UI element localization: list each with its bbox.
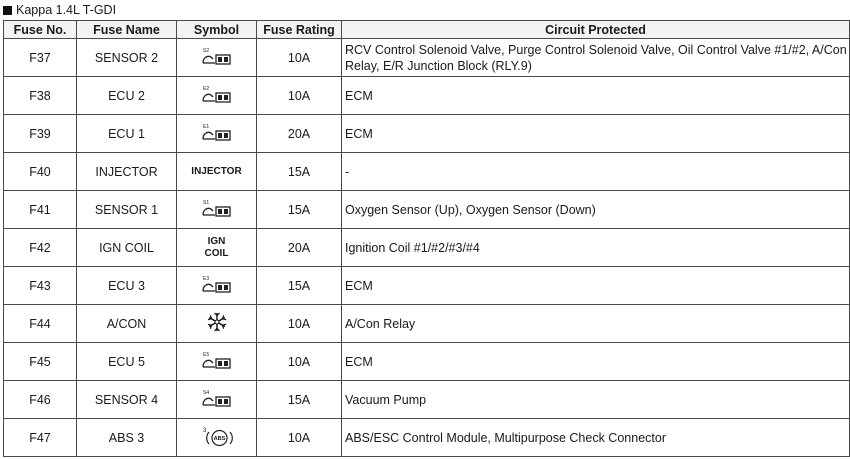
symbol-label: S2 — [202, 48, 209, 54]
engine-icon — [201, 350, 233, 370]
engine-icon — [201, 388, 233, 408]
symbol-cell — [177, 305, 257, 343]
header-symbol: Symbol — [177, 21, 257, 39]
fuse-no-cell: F41 — [4, 191, 77, 229]
table-row — [4, 267, 850, 305]
engine-icon — [201, 274, 233, 294]
header-row — [4, 21, 850, 39]
fuse-rating-cell: 20A — [257, 115, 342, 153]
fuse-name-cell: A/CON — [77, 305, 177, 343]
table-title — [3, 1, 116, 20]
fuse-no-cell: F37 — [4, 39, 77, 77]
table-row — [4, 381, 850, 419]
symbol-label: E2 — [202, 86, 209, 92]
symbol-label: E1 — [202, 124, 209, 130]
fuse-rating-cell: 10A — [257, 419, 342, 457]
fuse-rating-cell: 10A — [257, 77, 342, 115]
symbol-cell — [177, 381, 257, 419]
engine-icon — [201, 388, 233, 411]
fuse-rating-cell: 10A — [257, 39, 342, 77]
symbol-cell — [177, 267, 257, 305]
fuse-rating-cell: 15A — [257, 267, 342, 305]
svg-text:3: 3 — [202, 428, 206, 434]
engine-icon — [201, 46, 233, 69]
engine-icon — [201, 84, 233, 104]
fuse-name-cell: ECU 3 — [77, 267, 177, 305]
symbol-cell — [177, 229, 257, 267]
fuse-rating-cell: 15A — [257, 191, 342, 229]
snowflake-icon — [206, 311, 228, 336]
symbol-label: E3 — [202, 276, 209, 282]
circuit-cell: ECM — [342, 267, 850, 305]
fuse-name-cell: INJECTOR — [77, 153, 177, 191]
symbol-cell — [177, 115, 257, 153]
circuit-cell: Vacuum Pump — [342, 381, 850, 419]
circuit-cell: Oxygen Sensor (Up), Oxygen Sensor (Down) — [342, 191, 850, 229]
fuse-rating-cell: 15A — [257, 153, 342, 191]
fuse-name-cell: ABS 3 — [77, 419, 177, 457]
fuse-name-cell: ECU 2 — [77, 77, 177, 115]
table-row — [4, 77, 850, 115]
symbol-cell — [177, 419, 257, 457]
title-text: Kappa 1.4L T-GDI — [16, 3, 117, 17]
header-circuit: Circuit Protected — [342, 21, 850, 39]
fuse-rating-cell: 10A — [257, 343, 342, 381]
header-fuse-name: Fuse Name — [77, 21, 177, 39]
fuse-table — [3, 20, 850, 457]
fuse-name-cell: IGN COIL — [77, 229, 177, 267]
header-fuse-rating: Fuse Rating — [257, 21, 342, 39]
table-row — [4, 229, 850, 267]
table-row — [4, 419, 850, 457]
fuse-name-cell: ECU 1 — [77, 115, 177, 153]
engine-icon — [201, 84, 233, 107]
circuit-cell: A/Con Relay — [342, 305, 850, 343]
fuse-rating-cell: 20A — [257, 229, 342, 267]
fuse-rating-cell: 10A — [257, 305, 342, 343]
engine-icon — [201, 122, 233, 142]
symbol-cell — [177, 191, 257, 229]
fuse-no-cell: F40 — [4, 153, 77, 191]
fuse-no-cell: F42 — [4, 229, 77, 267]
engine-icon — [201, 198, 233, 221]
symbol-label: E5 — [202, 352, 209, 358]
fuse-no-cell: F39 — [4, 115, 77, 153]
fuse-name-cell: SENSOR 1 — [77, 191, 177, 229]
engine-icon — [201, 198, 233, 218]
fuse-no-cell: F43 — [4, 267, 77, 305]
circuit-cell: ECM — [342, 343, 850, 381]
circuit-cell: Ignition Coil #1/#2/#3/#4 — [342, 229, 850, 267]
circuit-cell: ECM — [342, 115, 850, 153]
engine-icon — [201, 350, 233, 373]
engine-icon — [201, 122, 233, 145]
fuse-no-cell: F38 — [4, 77, 77, 115]
table-row — [4, 115, 850, 153]
fuse-rating-cell: 15A — [257, 381, 342, 419]
fuse-no-cell: F44 — [4, 305, 77, 343]
table-row — [4, 153, 850, 191]
symbol-label: S1 — [202, 200, 209, 206]
circuit-cell: - — [342, 153, 850, 191]
table-row — [4, 191, 850, 229]
fuse-name-cell: SENSOR 2 — [77, 39, 177, 77]
table-row — [4, 305, 850, 343]
table-row — [4, 343, 850, 381]
engine-icon — [201, 274, 233, 297]
bullet-square-icon — [3, 6, 12, 15]
svg-text:ABS: ABS — [213, 436, 225, 443]
abs-icon — [200, 425, 234, 447]
circuit-cell: ECM — [342, 77, 850, 115]
symbol-cell — [177, 77, 257, 115]
fuse-name-cell: ECU 5 — [77, 343, 177, 381]
header-fuse-no: Fuse No. — [4, 21, 77, 39]
snowflake-icon — [206, 311, 228, 333]
symbol-text: INJECTOR — [191, 165, 242, 177]
engine-icon — [201, 46, 233, 66]
symbol-cell — [177, 153, 257, 191]
abs-icon — [200, 425, 234, 450]
symbol-cell — [177, 343, 257, 381]
symbol-label: S4 — [202, 390, 209, 396]
circuit-cell: RCV Control Solenoid Valve, Purge Control Solenoid Valve, Oil Control Valve #1/#2, A/Con Relay, E/R Junction Block (RLY.9) — [342, 39, 850, 77]
fuse-no-cell: F46 — [4, 381, 77, 419]
fuse-name-cell: SENSOR 4 — [77, 381, 177, 419]
fuse-no-cell: F47 — [4, 419, 77, 457]
circuit-cell: ABS/ESC Control Module, Multipurpose Check Connector — [342, 419, 850, 457]
table-row — [4, 39, 850, 77]
symbol-cell — [177, 39, 257, 77]
fuse-no-cell: F45 — [4, 343, 77, 381]
symbol-text: IGN COIL — [204, 235, 229, 259]
